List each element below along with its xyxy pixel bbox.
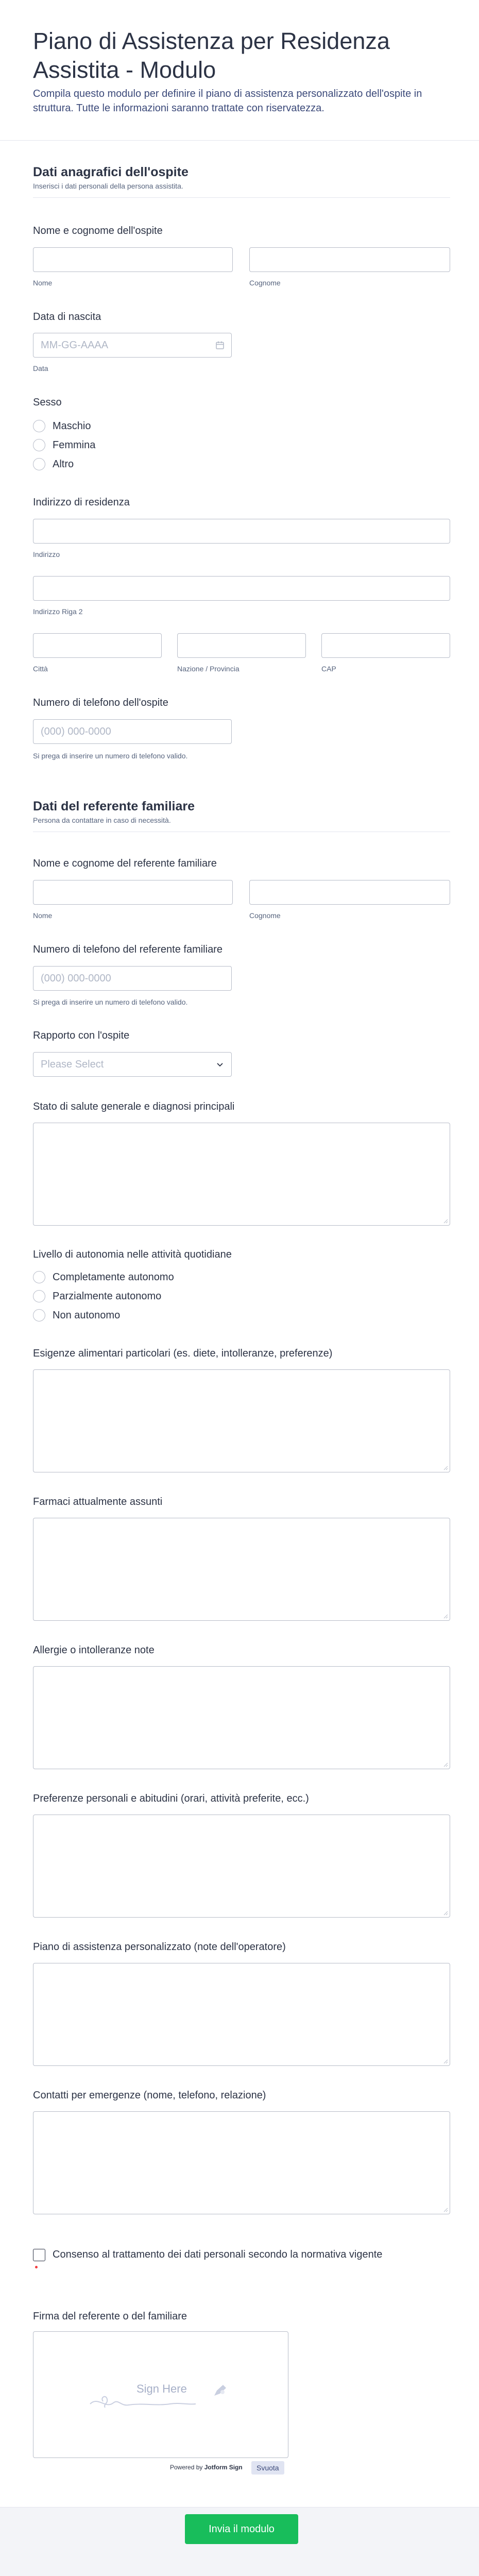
ref-phone-label: Numero di telefono del referente familiare <box>33 944 223 955</box>
radio-button[interactable] <box>33 1271 45 1283</box>
relationship-selected-value: Please Select <box>41 1058 104 1070</box>
section-header-referent <box>33 799 195 824</box>
zip-input[interactable] <box>321 633 450 658</box>
allergies-label: Allergie o intolleranze note <box>33 1645 155 1656</box>
address-line1-sublabel: Indirizzo <box>33 550 60 558</box>
medications-label: Farmaci attualmente assunti <box>33 1496 163 1507</box>
signature-pad[interactable] <box>33 2331 288 2458</box>
consent-checkbox[interactable] <box>33 2249 45 2261</box>
radio-option-female[interactable] <box>33 439 95 451</box>
health-textarea[interactable] <box>33 1123 450 1226</box>
ref-first-name-input[interactable] <box>33 880 233 905</box>
last-name-sublabel: Cognome <box>249 279 281 287</box>
emergency-textarea[interactable] <box>33 2111 450 2214</box>
state-sublabel: Nazione / Provincia <box>177 665 239 673</box>
guest-last-name-input[interactable] <box>249 247 450 272</box>
radio-label: Altro <box>53 458 74 470</box>
relationship-label: Rapporto con l'ospite <box>33 1030 130 1041</box>
radio-option-male[interactable] <box>33 420 91 432</box>
emergency-label: Contatti per emergenze (nome, telefono, relazione) <box>33 2090 266 2101</box>
resize-handle-icon[interactable] <box>443 1465 448 1470</box>
ref-phone-input[interactable] <box>33 966 232 991</box>
section-description: Persona da contattare in caso di necessità. <box>33 816 171 824</box>
address-line2-sublabel: Indirizzo Riga 2 <box>33 607 83 616</box>
resize-handle-icon[interactable] <box>443 1614 448 1619</box>
resize-handle-icon[interactable] <box>443 2207 448 2212</box>
powered-by-prefix: Powered by <box>170 2464 203 2471</box>
signature-placeholder: Sign Here <box>136 2382 187 2395</box>
radio-option-autonomous[interactable] <box>33 1271 174 1283</box>
address-line2-input[interactable] <box>33 576 450 601</box>
guest-name-label: Nome e cognome dell'ospite <box>33 225 163 236</box>
pen-icon <box>213 2383 228 2398</box>
radio-option-other[interactable] <box>33 458 74 470</box>
health-label: Stato di salute generale e diagnosi principali <box>33 1101 235 1112</box>
chevron-down-icon <box>216 1060 224 1069</box>
relationship-select[interactable] <box>33 1052 232 1077</box>
radio-button[interactable] <box>33 420 45 432</box>
autonomy-label: Livello di autonomia nelle attività quotidiane <box>33 1249 232 1260</box>
address-line1-input[interactable] <box>33 519 450 544</box>
sex-label: Sesso <box>33 397 62 408</box>
radio-label: Femmina <box>53 439 96 451</box>
clear-signature-button[interactable]: Svuota <box>251 2461 284 2475</box>
state-input[interactable] <box>177 633 306 658</box>
preferences-label: Preferenze personali e abitudini (orari, attività preferite, ecc.) <box>33 1793 309 1804</box>
form-title: Piano di Assistenza per Residenza Assistita - Modulo <box>33 28 390 83</box>
zip-sublabel: CAP <box>321 665 336 673</box>
medications-textarea[interactable] <box>33 1518 450 1621</box>
radio-option-partial[interactable] <box>33 1290 161 1302</box>
city-input[interactable] <box>33 633 162 658</box>
form-subtitle: Compila questo modulo per definire il piano di assistenza personalizzato dell'ospite in struttura. Tutte le informazioni saranno trattate con riservatezza. <box>33 88 422 114</box>
ref-first-name-sublabel: Nome <box>33 911 53 920</box>
powered-by <box>170 2464 243 2471</box>
preferences-textarea[interactable] <box>33 1815 450 1918</box>
resize-handle-icon[interactable] <box>443 1762 448 1767</box>
section-divider <box>33 197 450 198</box>
address-label: Indirizzo di residenza <box>33 497 130 508</box>
first-name-sublabel: Nome <box>33 279 53 287</box>
care-plan-textarea[interactable] <box>33 1963 450 2066</box>
consent-label[interactable]: Consenso al trattamento dei dati personali secondo la normativa vigente <box>53 2249 383 2260</box>
guest-phone-label: Numero di telefono dell'ospite <box>33 697 168 708</box>
calendar-icon[interactable] <box>215 341 225 350</box>
signature-label: Firma del referente o del familiare <box>33 2311 187 2322</box>
form-header <box>33 27 450 115</box>
city-sublabel: Città <box>33 665 48 673</box>
radio-label: Maschio <box>53 420 91 432</box>
radio-option-not-autonomous[interactable] <box>33 1309 120 1321</box>
ref-last-name-input[interactable] <box>249 880 450 905</box>
radio-label: Non autonomo <box>53 1309 121 1321</box>
radio-button[interactable] <box>33 458 45 470</box>
resize-handle-icon[interactable] <box>443 1910 448 1916</box>
birth-date-input[interactable] <box>33 333 232 358</box>
section-header-guest <box>33 165 189 190</box>
care-plan-label: Piano di assistenza personalizzato (note dell'operatore) <box>33 1941 286 1953</box>
birth-date-sublabel: Data <box>33 364 48 372</box>
signature-scribble-icon <box>85 2383 209 2414</box>
section-title: Dati del referente familiare <box>33 799 195 814</box>
radio-button[interactable] <box>33 1309 45 1321</box>
resize-handle-icon[interactable] <box>443 2059 448 2064</box>
ref-last-name-sublabel: Cognome <box>249 911 281 920</box>
radio-button[interactable] <box>33 1290 45 1302</box>
ref-name-label: Nome e cognome del referente familiare <box>33 858 217 869</box>
radio-label: Parzialmente autonomo <box>53 1290 162 1302</box>
guest-phone-input[interactable] <box>33 719 232 744</box>
submit-button[interactable]: Invia il modulo <box>185 2514 298 2544</box>
ref-phone-hint: Si prega di inserire un numero di telefono valido. <box>33 998 188 1006</box>
guest-first-name-input[interactable] <box>33 247 233 272</box>
guest-phone-hint: Si prega di inserire un numero di telefono valido. <box>33 752 188 760</box>
section-description: Inserisci i dati personali della persona assistita. <box>33 182 183 190</box>
diet-label: Esigenze alimentari particolari (es. diete, intolleranze, preferenze) <box>33 1348 333 1359</box>
section-title: Dati anagrafici dell'ospite <box>33 165 189 179</box>
birth-date-label: Data di nascita <box>33 311 101 323</box>
powered-by-brand: Jotform Sign <box>204 2464 243 2471</box>
radio-button[interactable] <box>33 439 45 451</box>
allergies-textarea[interactable] <box>33 1666 450 1769</box>
resize-handle-icon[interactable] <box>443 1218 448 1224</box>
required-indicator <box>35 2266 38 2268</box>
diet-textarea[interactable] <box>33 1369 450 1472</box>
radio-label: Completamente autonomo <box>53 1271 174 1283</box>
header-divider <box>0 140 479 141</box>
